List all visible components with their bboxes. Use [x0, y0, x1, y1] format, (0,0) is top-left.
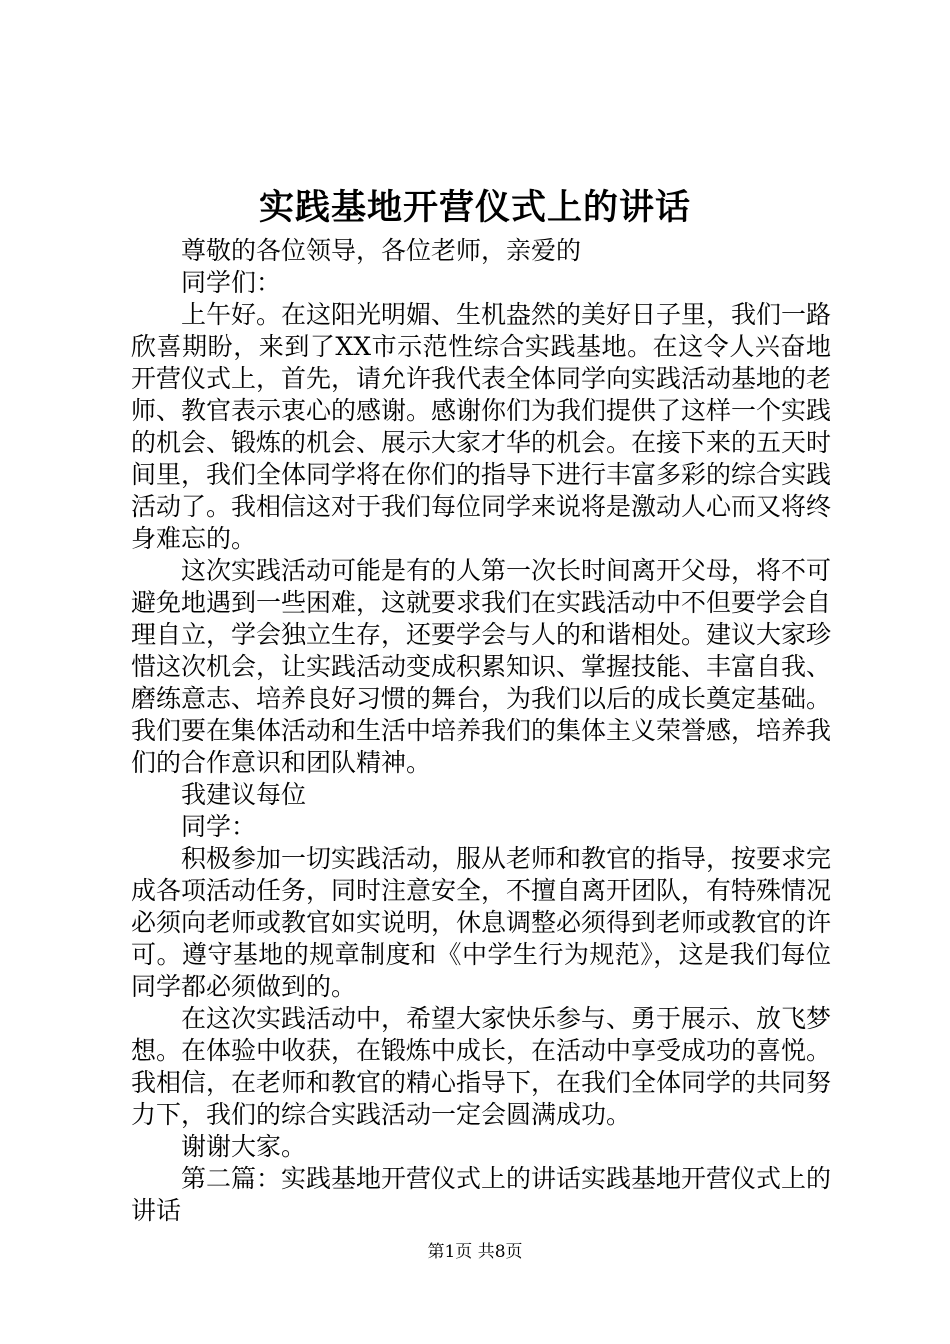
paragraph-second-article: 第二篇：实践基地开营仪式上的讲话实践基地开营仪式上的讲话	[131, 1164, 832, 1225]
paragraph-suggestion: 我建议每位	[181, 780, 307, 809]
paragraph-hopes: 在这次实践活动中，希望大家快乐参与、勇于展示、放飞梦想。在体验中收获，在锻炼中成长，在活动中享受成功的喜悦。我相信，在老师和教官的精心指导下，在我们全体同学的共同努力下，我们的综合实践活动一定会圆满成功。	[131, 1004, 832, 1129]
paragraph-salutation-cont: 同学们：	[181, 268, 282, 297]
paragraph-rules: 积极参加一切实践活动，服从老师和教官的指导，按要求完成各项活动任务，同时注意安全，不擅自离开团队，有特殊情况必须向老师或教官如实说明，休息调整必须得到老师或教官的许可。遵守基地的规章制度和《中学生行为规范》，这是我们每位同学都必须做到的。	[131, 844, 832, 1001]
document-title: 实践基地开营仪式上的讲话	[258, 187, 691, 228]
paragraph-thanks: 谢谢大家。	[181, 1132, 307, 1161]
paragraph-activity-intro: 这次实践活动可能是有的人第一次长时间离开父母，将不可避免地遇到一些困难，这就要求我们在实践活动中不但要学会自理自立，学会独立生存，还要学会与人的和谐相处。建议大家珍惜这次机会，让实践活动变成积累知识、掌握技能、丰富自我、磨练意志、培养良好习惯的舞台，为我们以后的成长奠定基础。我们要在集体活动和生活中培养我们的集体主义荣誉感，培养我们的合作意识和团队精神。	[131, 556, 832, 777]
paragraph-salutation: 尊敬的各位领导，各位老师，亲爱的	[181, 236, 582, 265]
paragraph-suggestion-cont: 同学：	[181, 812, 257, 841]
page-number: 第1页 共8页	[427, 1242, 523, 1262]
document-body	[131, 235, 831, 1227]
paragraph-greeting: 上午好。在这阳光明媚、生机盎然的美好日子里，我们一路欣喜期盼，来到了XX市示范性综合实践基地。在这令人兴奋地开营仪式上，首先，请允许我代表全体同学向实践活动基地的老师、教官表示衷心的感谢。感谢你们为我们提供了这样一个实践的机会、锻炼的机会、展示大家才华的机会。在接下来的五天时间里，我们全体同学将在你们的指导下进行丰富多彩的综合实践活动了。我相信这对于我们每位同学来说将是激动人心而又将终身难忘的。	[131, 300, 832, 553]
